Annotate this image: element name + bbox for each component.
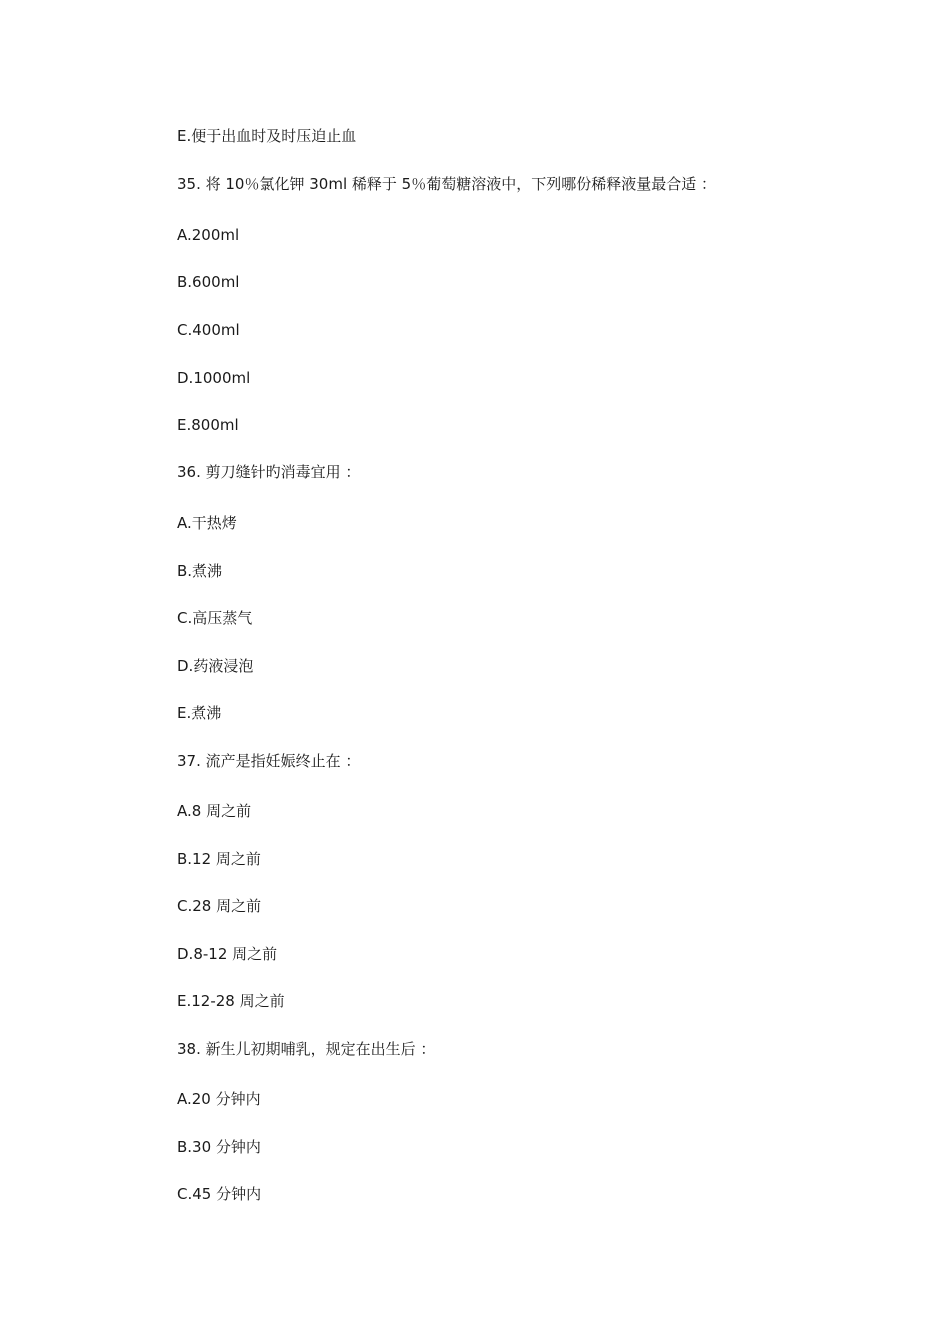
question-35: 35. 将 10％氯化钾 30ml 稀释于 5％葡萄糖溶液中，下列哪份稀释液量最合适 ： xyxy=(177,175,716,193)
question-36: 36. 剪刀缝针旳消毒宜用 ： xyxy=(177,463,361,481)
option-35a: A.200ml xyxy=(177,226,240,244)
option-37d: D.8-12 周之前 xyxy=(177,945,278,963)
option-36b: B.煮沸 xyxy=(177,562,223,580)
question-37: 37. 流产是指妊娠终止在 ： xyxy=(177,752,361,770)
option-35d: D.1000ml xyxy=(177,369,251,387)
option-35e: E.800ml xyxy=(177,416,239,434)
option-37c: C.28 周之前 xyxy=(177,897,262,915)
option-37e: E.12-28 周之前 xyxy=(177,992,285,1010)
question-38: 38. 新生儿初期哺乳，规定在出生后 ： xyxy=(177,1040,436,1058)
option-36a: A.干热烤 xyxy=(177,514,237,532)
option-36c: C.高压蒸气 xyxy=(177,609,253,627)
option-36e: E.煮沸 xyxy=(177,704,222,722)
option-35c: C.400ml xyxy=(177,321,240,339)
option-34e: E.便于出血时及时压迫止血 xyxy=(177,127,357,145)
option-38c: C.45 分钟内 xyxy=(177,1185,262,1203)
option-37b: B.12 周之前 xyxy=(177,850,261,868)
option-36d: D.药液浸泡 xyxy=(177,657,254,675)
option-38b: B.30 分钟内 xyxy=(177,1138,261,1156)
option-38a: A.20 分钟内 xyxy=(177,1090,261,1108)
option-37a: A.8 周之前 xyxy=(177,802,252,820)
option-35b: B.600ml xyxy=(177,273,240,291)
